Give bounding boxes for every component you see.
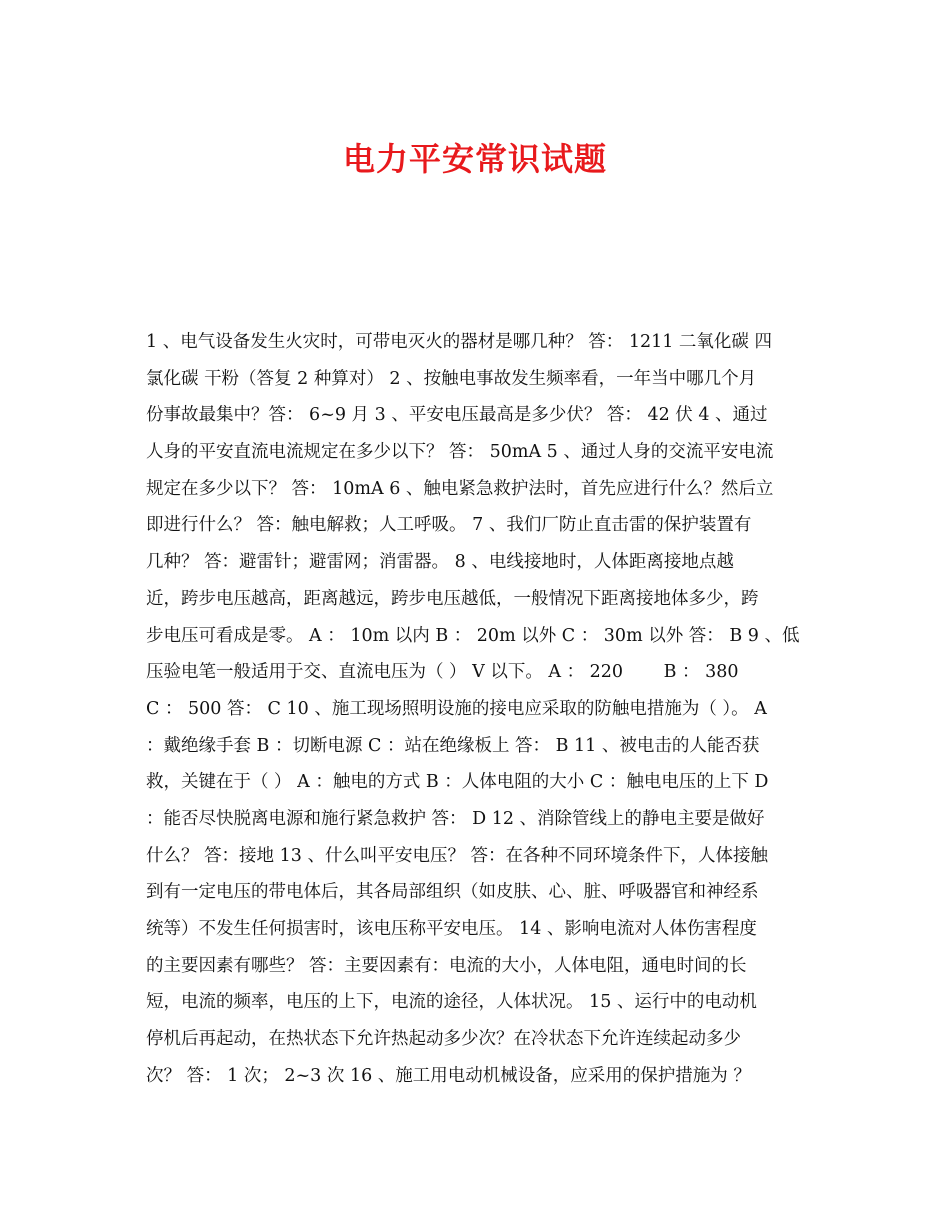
body-line: 到有一定电压的带电体后，其各局部组织（如皮肤、心、脏、呼吸器官和神经系 <box>146 882 759 903</box>
document-body <box>146 324 826 1094</box>
body-line: 压验电笔一般适用于交、直流电压为（ ） V 以下。 A ： 220 B ： 380 <box>146 662 739 683</box>
body-line: 氯化碳 干粉（答复 2 种算对） 2 、按触电事故发生频率看，一年当中哪几个月 <box>146 368 757 389</box>
body-line: 1 、电气设备发生火灾时，可带电灭火的器材是哪几种？ 答： 1211 二氧化碳 四 <box>146 332 772 352</box>
body-line: 短，电流的频率，电压的上下，电流的途径，人体状况。 15 、运行中的电动机 <box>146 992 757 1013</box>
body-line: 人身的平安直流电流规定在多少以下？ 答： 50mA 5 、通过人身的交流平安电流 <box>146 442 774 463</box>
body-line: 统等）不发生任何损害时，该电压称平安电压。 14 、影响电流对人体伤害程度 <box>146 919 757 939</box>
body-line: 什么？ 答：接地 13 、什么叫平安电压？ 答：在各种不同环境条件下，人体接触 <box>146 845 769 866</box>
body-line: 近，跨步电压越高，距离越远，跨步电压越低，一般情况下距离接地体多少，跨 <box>146 588 759 609</box>
body-line: 几种？ 答：避雷针；避雷网；消雷器。 8 、电线接地时，人体距离接地点越 <box>146 552 734 573</box>
body-line: C ： 500 答： C 10 、施工现场照明设施的接电应采取的防触电措施为（ ）。 A <box>146 698 767 719</box>
body-line: 的主要因素有哪些？ 答：主要因素有：电流的大小，人体电阻，通电时间的长 <box>146 955 747 976</box>
body-line: 次？ 答： 1 次； 2~3 次 16 、施工用电动机械设备，应采用的保护措施为 ？ <box>146 1065 751 1086</box>
document-title: 电力平安常识试题 <box>342 140 607 178</box>
body-line: 即进行什么？ 答：触电解救；人工呼吸。 7 、我们厂防止直击雷的保护装置有 <box>146 515 752 536</box>
body-line: 份事故最集中？答： 6~9 月 3 、平安电压最高是多少伏？ 答： 42 伏 4 、通过 <box>146 405 768 426</box>
body-line: 规定在多少以下？ 答： 10mA 6 、触电紧急救护法时，首先应进行什么？然后立 <box>146 478 774 499</box>
body-line: ：能否尽快脱离电源和施行紧急救护 答： D 12 、消除管线上的静电主要是做好 <box>146 808 765 829</box>
body-line: 救，关键在于（ ） A ：触电的方式 B ：人体电阻的大小 C ：触电电压的上下 D <box>146 772 769 793</box>
body-line: 步电压可看成是零。 A ： 10m 以内 B ： 20m 以外 C ： 30m 以外 答： B 9 、低 <box>146 625 800 646</box>
body-line: 停机后再起动，在热状态下允许热起动多少次？在冷状态下允许连续起动多少 <box>146 1029 741 1050</box>
body-line: ：戴绝缘手套 B ：切断电源 C ：站在绝缘板上 答： B 11 、被电击的人能否获 <box>146 735 760 756</box>
